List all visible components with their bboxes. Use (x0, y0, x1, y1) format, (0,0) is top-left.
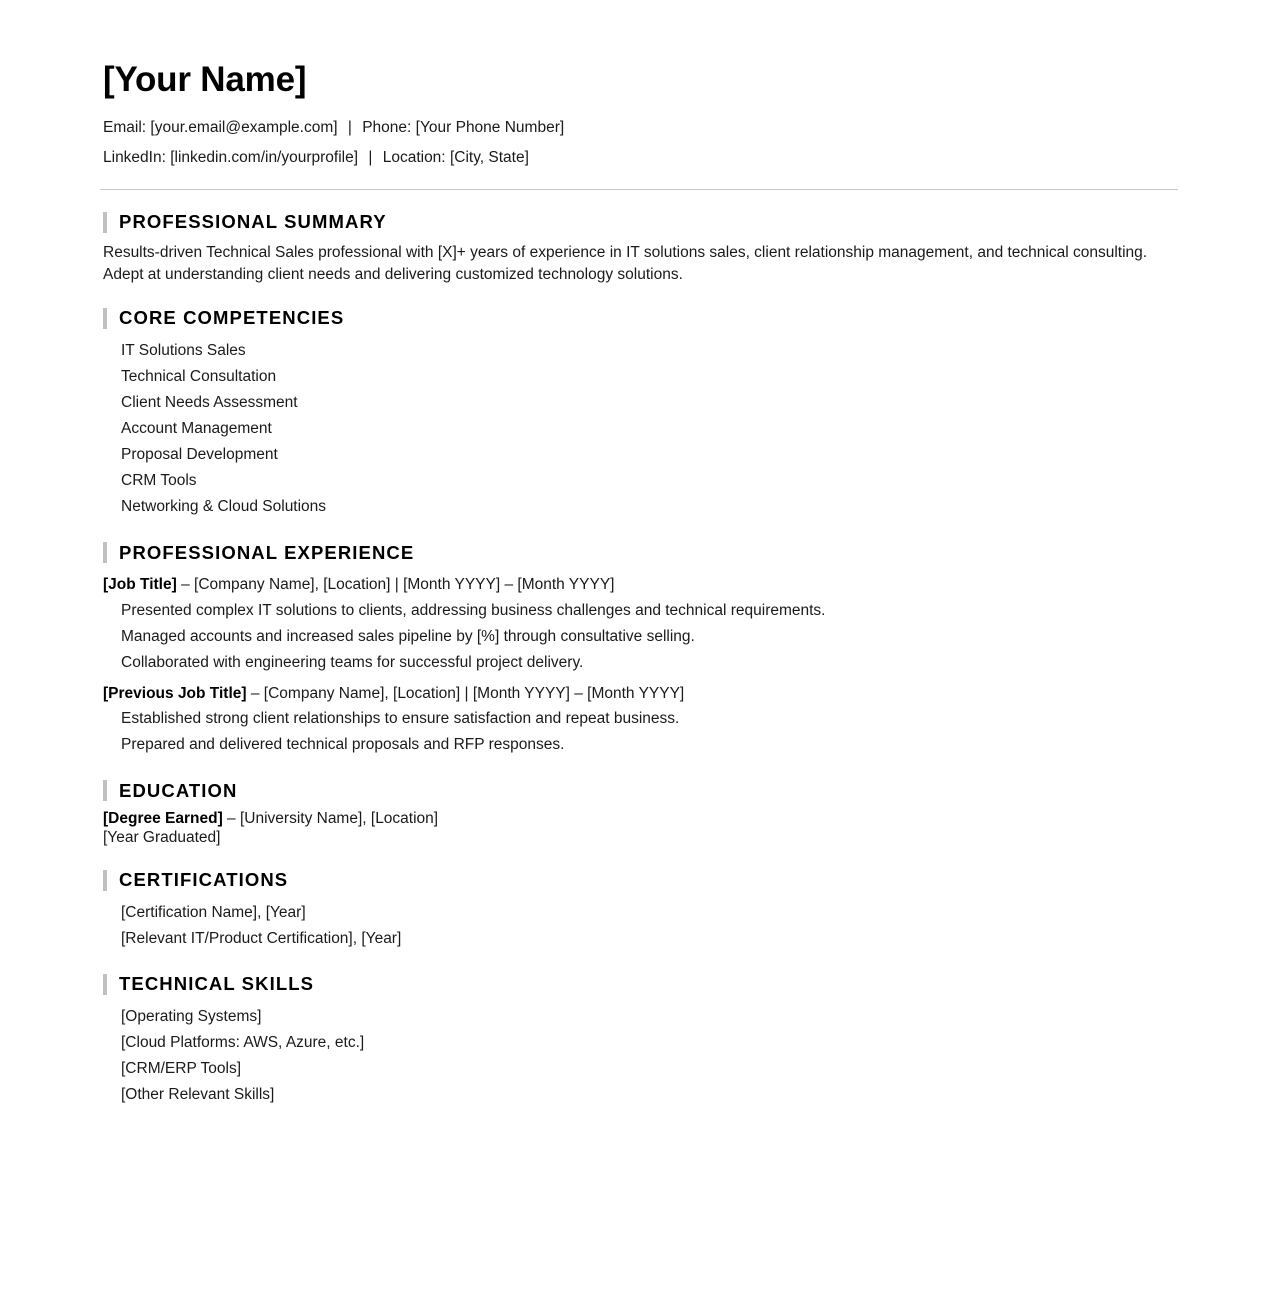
list-item: Networking & Cloud Solutions (121, 498, 327, 516)
location-value: [City, State] (449, 148, 529, 166)
list-item: [Relevant IT/Product Certification], [Year] (121, 930, 402, 948)
section-title: CORE COMPETENCIES (119, 307, 345, 329)
linkedin-label: LinkedIn: (103, 148, 166, 166)
skill-list (103, 1004, 1178, 1108)
section-heading (103, 308, 1178, 329)
education-entry (103, 810, 1178, 829)
section-title: TECHNICAL SKILLS (119, 973, 315, 995)
section-education (103, 780, 1178, 848)
accent-bar-icon (103, 542, 107, 563)
linkedin-value[interactable]: [linkedin.com/in/yourprofile] (170, 148, 359, 166)
competency-list (103, 338, 1178, 520)
list-item: Proposal Development (121, 446, 278, 464)
section-title: PROFESSIONAL EXPERIENCE (119, 541, 415, 563)
phone-label: Phone: (362, 118, 412, 136)
resume-document (103, 62, 1178, 1108)
list-item: Collaborated with engineering teams for successful project delivery. (121, 654, 584, 672)
list-item: [Other Relevant Skills] (121, 1086, 275, 1104)
job-meta: – [Company Name], [Location] | [Month YYYY] – [Month YYYY] (176, 576, 615, 594)
degree-name: [Degree Earned] (103, 810, 223, 828)
job-title: [Job Title] (103, 576, 177, 594)
list-item: [Cloud Platforms: AWS, Azure, etc.] (121, 1034, 365, 1052)
contact-separator: | (368, 148, 373, 166)
list-item: Managed accounts and increased sales pipeline by [%] through consultative selling. (121, 627, 695, 645)
section-heading (103, 974, 1178, 995)
section-heading (103, 542, 1178, 563)
experience-bullet-list (103, 598, 1178, 677)
accent-bar-icon (103, 780, 107, 801)
email-value[interactable]: [your.email@example.com] (150, 118, 338, 136)
accent-bar-icon (103, 870, 107, 891)
summary-text: Results-driven Technical Sales professional with [X]+ years of experience in IT solutions sales, client relationship management, and technical consulting. Adept at understanding client needs and delivering customized technology solutions. (103, 244, 1148, 284)
phone-value[interactable]: [Your Phone Number] (415, 118, 565, 136)
list-item: CRM Tools (121, 472, 197, 490)
section-heading (103, 780, 1178, 801)
list-item: [Certification Name], [Year] (121, 904, 306, 922)
list-item: IT Solutions Sales (121, 342, 246, 360)
list-item: Client Needs Assessment (121, 394, 298, 412)
list-item: [Operating Systems] (121, 1008, 262, 1026)
list-item: Established strong client relationships to ensure satisfaction and repeat business. (121, 709, 680, 727)
section-title: EDUCATION (119, 779, 238, 801)
experience-entry (103, 681, 1178, 759)
accent-bar-icon (103, 212, 107, 233)
experience-entry-header (103, 681, 1178, 706)
experience-bullet-list (103, 706, 1178, 759)
list-item: [CRM/ERP Tools] (121, 1060, 242, 1078)
experience-entry (103, 572, 1178, 676)
section-title: PROFESSIONAL SUMMARY (119, 211, 387, 233)
section-technical-skills (103, 974, 1178, 1108)
job-title: [Previous Job Title] (103, 684, 247, 702)
accent-bar-icon (103, 308, 107, 329)
section-heading (103, 870, 1178, 891)
list-item: Presented complex IT solutions to clients, addressing business challenges and technical requirements. (121, 601, 826, 619)
section-core-competencies (103, 308, 1178, 520)
section-professional-experience (103, 542, 1178, 758)
resume-header (103, 62, 1178, 190)
education-detail: – [University Name], [Location] (222, 810, 439, 828)
contact-row-primary (103, 113, 1178, 143)
section-professional-summary (103, 212, 1178, 286)
page-title: [Your Name] (103, 60, 307, 99)
list-item: Technical Consultation (121, 368, 277, 386)
contact-row-secondary (103, 143, 1178, 173)
job-meta: – [Company Name], [Location] | [Month YYYY] – [Month YYYY] (246, 684, 685, 702)
accent-bar-icon (103, 974, 107, 995)
header-divider (100, 189, 1178, 190)
section-certifications (103, 870, 1178, 952)
experience-entry-header (103, 572, 1178, 597)
graduation-year: [Year Graduated] (103, 829, 221, 847)
contact-separator: | (347, 118, 352, 136)
location-label: Location: (382, 148, 446, 166)
section-heading (103, 212, 1178, 233)
section-title: CERTIFICATIONS (119, 869, 289, 891)
email-label: Email: (103, 118, 147, 136)
list-item: Account Management (121, 420, 272, 438)
list-item: Prepared and delivered technical proposals and RFP responses. (121, 736, 565, 753)
certification-list (103, 900, 1178, 952)
